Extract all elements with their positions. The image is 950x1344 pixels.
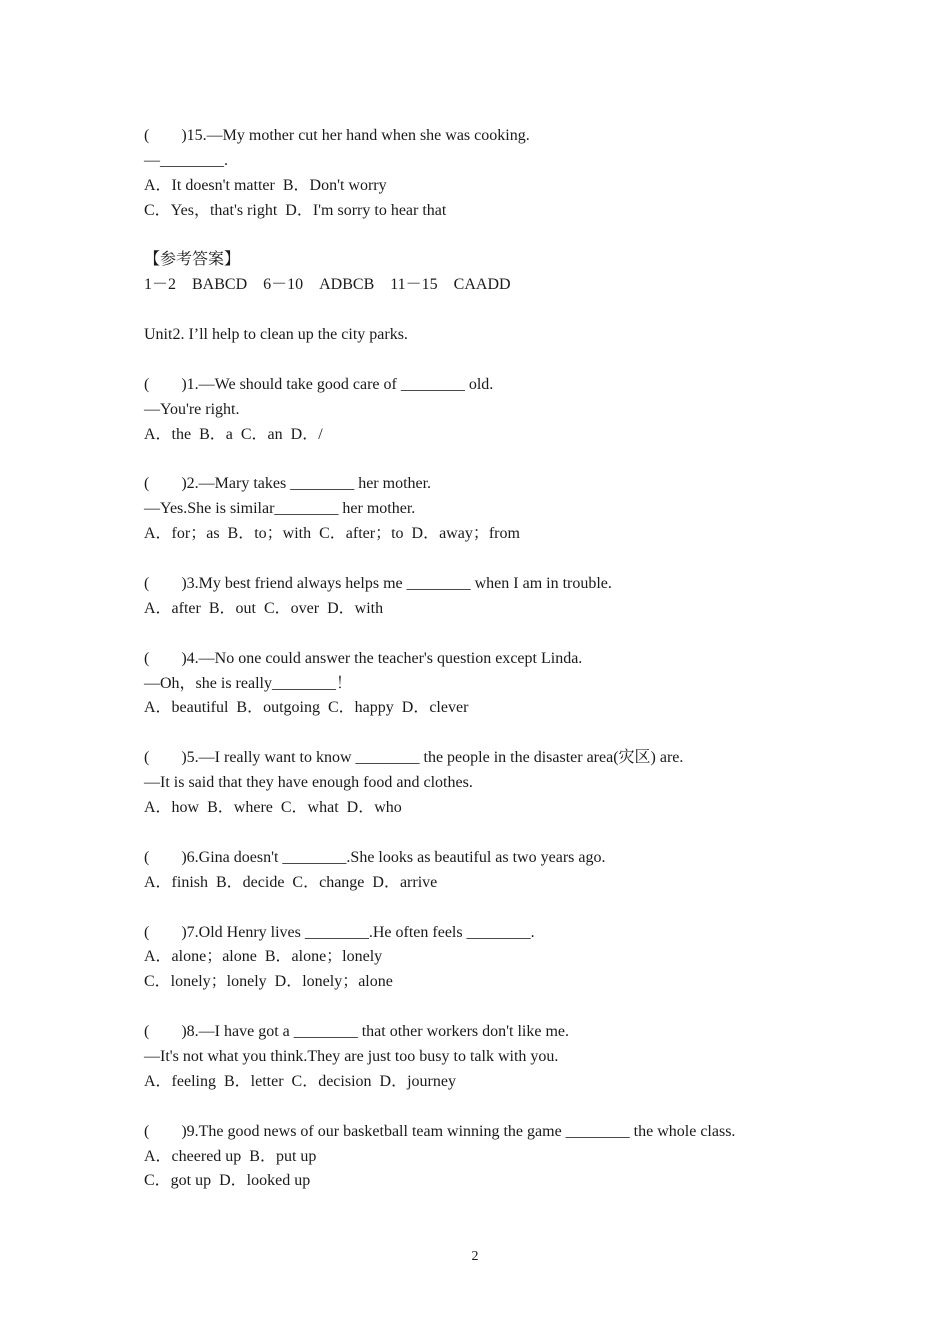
question-1-response: —You're right. xyxy=(144,400,240,418)
question-5-options: A．how B．where C．what D．who xyxy=(144,799,402,817)
question-7-stem: ( )7.Old Henry lives ________.He often feels ________. xyxy=(144,923,535,941)
blank-line xyxy=(144,821,844,846)
question-3-stem: ( )3.My best friend always helps me ________ when I am in trouble. xyxy=(144,575,612,593)
blank-line xyxy=(144,448,844,473)
question-3-options: A．after B．out C．over D．with xyxy=(144,599,384,617)
page-content xyxy=(144,124,844,1194)
question-6-stem: ( )6.Gina doesn't ________.She looks as beautiful as two years ago. xyxy=(144,848,606,866)
unit-title: Unit2. I’ll help to clean up the city parks. xyxy=(144,326,408,344)
question-15-options-ab: A．It doesn't matter B．Don't worry xyxy=(144,176,387,194)
question-9-options-cd: C．got up D．looked up xyxy=(144,1172,311,1190)
question-2-response: —Yes.She is similar________ her mother. xyxy=(144,500,416,518)
question-4-response: —Oh，she is really________！ xyxy=(144,674,352,692)
page-number: 2 xyxy=(471,1249,479,1264)
question-1-options: A．the B．a C．an D．/ xyxy=(144,425,323,443)
question-8-options: A．feeling B．letter C．decision D．journey xyxy=(144,1072,456,1090)
answer-key-values: 1－2 BABCD 6－10 ADBCB 11－15 CAADD xyxy=(144,276,511,294)
blank-line xyxy=(144,298,844,323)
question-7-options-ab: A．alone；alone B．alone；lonely xyxy=(144,948,383,966)
question-15-stem: ( )15.—My mother cut her hand when she was cooking. xyxy=(144,127,530,144)
blank-line xyxy=(144,1095,844,1120)
question-15-response: —________. xyxy=(144,151,228,169)
blank-line xyxy=(144,721,844,746)
blank-line xyxy=(144,224,844,249)
question-8-stem: ( )8.—I have got a ________ that other workers don't like me. xyxy=(144,1023,570,1041)
question-1-stem: ( )1.—We should take good care of ________ old. xyxy=(144,375,494,393)
question-2-stem: ( )2.—Mary takes ________ her mother. xyxy=(144,475,432,493)
question-4-stem: ( )4.—No one could answer the teacher's question except Linda. xyxy=(144,649,583,667)
blank-line xyxy=(144,995,844,1020)
question-4-options: A．beautiful B．outgoing C．happy D．clever xyxy=(144,699,469,717)
blank-line xyxy=(144,547,844,572)
question-8-response: —It's not what you think.They are just too busy to talk with you. xyxy=(144,1047,559,1065)
question-15-options-cd: C．Yes，that's right D．I'm sorry to hear that xyxy=(144,201,447,219)
answer-key-heading: 【参考答案】 xyxy=(144,251,241,269)
question-2-options: A．for；as B．to；with C．after；to D．away；from xyxy=(144,525,520,543)
blank-line xyxy=(144,896,844,921)
question-7-options-cd: C．lonely；lonely D．lonely；alone xyxy=(144,973,393,991)
blank-line xyxy=(144,622,844,647)
question-6-options: A．finish B．decide C．change D．arrive xyxy=(144,873,438,891)
question-9-stem: ( )9.The good news of our basketball team winning the game ________ the whole class. xyxy=(144,1122,736,1140)
question-5-response: —It is said that they have enough food and clothes. xyxy=(144,774,473,792)
question-5-stem: ( )5.—I really want to know ________ the people in the disaster area(灾区) are. xyxy=(144,749,684,767)
blank-line xyxy=(144,348,844,373)
question-9-options-ab: A．cheered up B．put up xyxy=(144,1147,317,1165)
